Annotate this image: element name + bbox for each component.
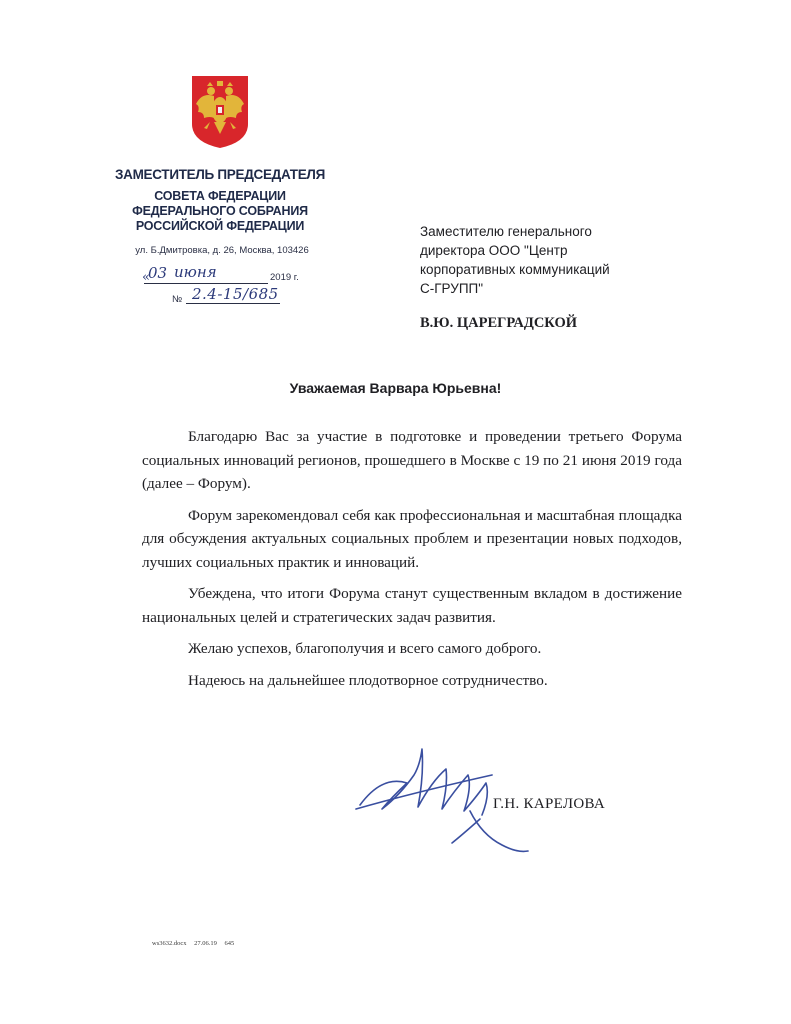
letterhead-line-3: РОССИЙСКОЙ ФЕДЕРАЦИИ (135, 219, 305, 233)
body-paragraph-1: Благодарю Вас за участие в подготовке и проведении третьего Форума социальных инноваций регионов, прошедшего в Москве с 19 по 21 июня 2019 года (далее – Форум). (142, 428, 682, 492)
footer-date: 27.06.19 (194, 940, 217, 947)
addressee-line-1: Заместителю генерального (420, 224, 592, 239)
letterhead-line-2: ФЕДЕРАЛЬНОГО СОБРАНИЯ (132, 204, 308, 218)
number-sign: № (172, 294, 183, 305)
document-number: 2.4-15/685 (192, 285, 279, 303)
signer-name: Г.Н. КАРЕЛОВА (493, 796, 606, 812)
body-paragraph-4: Желаю успехов, благополучия и всего самого доброго. (188, 640, 542, 657)
addressee-line-3: корпоративных коммуникаций (420, 262, 610, 277)
body-paragraph-2: Форум зарекомендовал себя как профессиональная и масштабная площадка для обсуждения актуальных социальных проблем и презентации новых подходов, лучших социальных практик и инноваций. (142, 506, 682, 571)
date-year: 2019 г. (270, 272, 299, 283)
addressee-block (420, 222, 680, 298)
letterhead-title: ЗАМЕСТИТЕЛЬ ПРЕДСЕДАТЕЛЯ (115, 167, 325, 182)
date-quote-open: « (142, 270, 150, 285)
date-month: июня (174, 263, 217, 281)
coat-of-arms-icon (190, 74, 250, 150)
document-number-line (172, 285, 322, 309)
number-rule (186, 303, 280, 304)
addressee-name: В.Ю. ЦАРЕГРАДСКОЙ (420, 315, 578, 331)
footer-code: 645 (224, 940, 235, 947)
date-day: 03 (148, 264, 168, 282)
letter-body (142, 425, 682, 700)
body-paragraph-3: Убеждена, что итоги Форума станут существенным вкладом в достижение национальных целей и стратегических задач развития. (142, 585, 682, 626)
letterhead (100, 166, 340, 234)
greeting: Уважаемая Варвара Юрьевна! (289, 380, 502, 396)
body-paragraph-5: Надеюсь на дальнейшее плодотворное сотрудничество. (188, 671, 548, 689)
footer-file: ws3632.docx (152, 940, 187, 947)
letterhead-address: ул. Б.Дмитровка, д. 26, Москва, 103426 (135, 245, 309, 256)
footer-reference (152, 940, 240, 947)
date-rule (144, 283, 268, 284)
addressee-line-4: С-ГРУПП" (420, 281, 484, 296)
letterhead-line-1: СОВЕТА ФЕДЕРАЦИИ (154, 189, 286, 203)
addressee-line-2: директора ООО "Центр (420, 243, 568, 258)
